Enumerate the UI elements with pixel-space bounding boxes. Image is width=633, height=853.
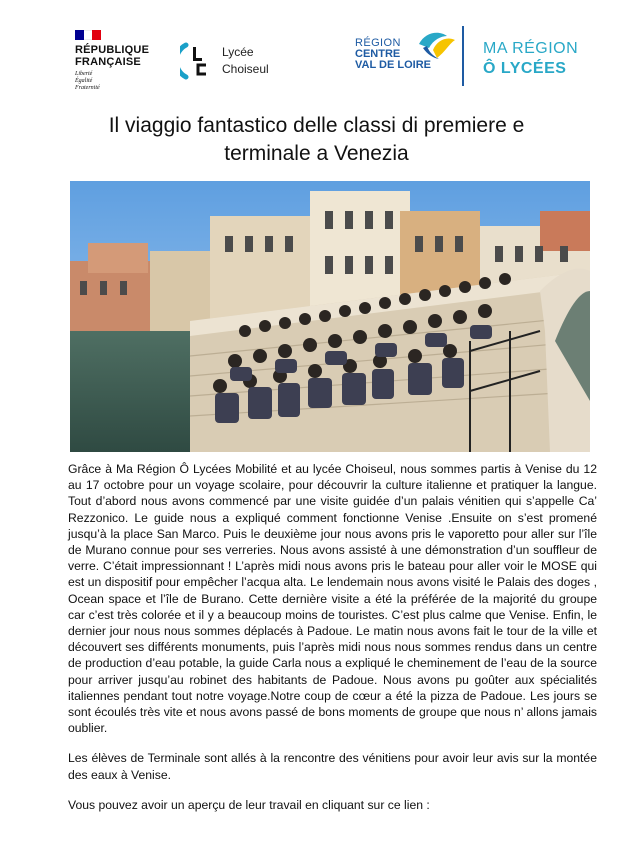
lycee-name: Lycée Choiseul — [222, 45, 269, 76]
republique-name: RÉPUBLIQUE FRANÇAISE — [75, 44, 150, 68]
republique-francaise-logo — [75, 30, 165, 92]
article-body — [68, 461, 597, 827]
lycee-choiseul-icon — [180, 41, 214, 81]
ma-region-o-lycees: MA RÉGION Ô LYCÉES — [483, 40, 579, 77]
region-name: RÉGION CENTRE VAL DE LOIRE — [355, 37, 431, 71]
paragraph-trip-story: Grâce à Ma Région Ô Lycées Mobilité et au lycée Choiseul, nous sommes partis à Venise du 12 au 17 octobre pour un voyage scolaire, pour découvrir la culture italienne et pratiquer la langue. Tout d’abord nous avons commencé par une visite guidée d’un palais vénitien qui s’appelle Ca’ Rezzonico. Le guide nous a expliqué comment fonctionne Venise .Ensuite on s’est promené jusqu’à la place San Marco. Puis le deuxième jour nous avons pris le vaporetto pour aller sur l’île de Murano connue pour ses verreries. Nous avons assisté à une démonstration d’un souffleur de verre. C’était impressionnant ! L’après midi nous avons pris le bateau pour aller voir le MOSE qui est un dispositif pour empêcher l’acqua alta. Le lendemain nous avons visité le Palais des doges , Ocean space et l’île de Burano. Cette dernière visite a été la préférée de la majorité du groupe car c’est très colorée et il y a beaucoup moins de touristes. C’est plus calme que Venise. Enfin, le dernier jour nous nous sommes déplacés à Padoue. Le matin nous avons fait le tour de la ville et découvert ses différents monuments, puis l’après midi nous nous sommes rendus dans un centre de production d’eau potable, la guide Carla nous a expliqué le cheminement de l’eau de la source pour arriver jusqu’au robinet des habitants de Padoue. Nous avons pu goûter aux spécialités italiennes pendant tout notre voyage.Notre coup de cœur a été la pizza de Padoue. Les jours se sont écoulés très vite et nous avons passé de bons moments de groupe que nous n’ allons jamais oublier. — [68, 462, 597, 736]
region-divider — [462, 26, 464, 86]
region-emblem-icon — [415, 28, 457, 62]
region-centre-logo — [355, 26, 595, 88]
lycee-choiseul-logo — [180, 40, 269, 82]
paragraph-terminale: Les élèves de Terminale sont allés à la rencontre des vénitiens pour avoir leur avis sur la montée des eaux à Venise. — [68, 751, 597, 782]
republique-motto: Liberté Égalité Fraternité — [75, 71, 100, 91]
article-title: Il viaggio fantastico delle classi di premiere e terminale a Venezia — [108, 114, 525, 165]
group-photo-venice — [70, 181, 590, 452]
french-flag-icon — [75, 30, 101, 40]
page-header — [0, 0, 633, 110]
paragraph-link-intro: Vous pouvez avoir un aperçu de leur travail en cliquant sur ce lien : — [68, 797, 430, 812]
